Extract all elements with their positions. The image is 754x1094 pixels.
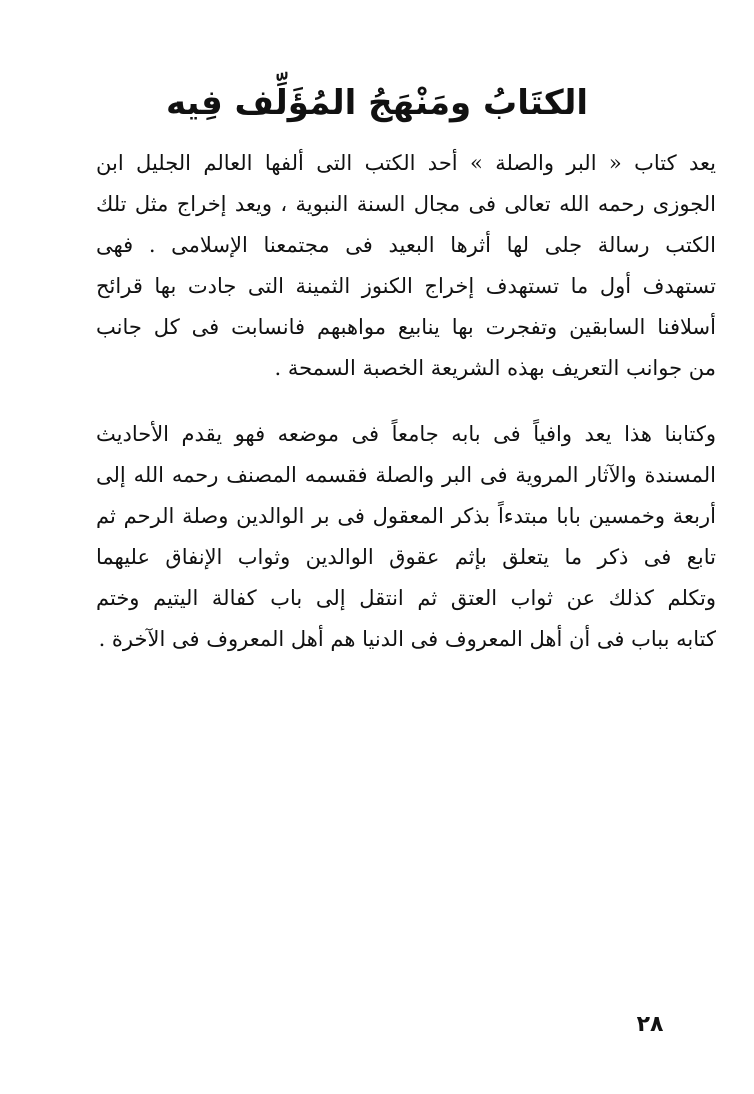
text-line: الجوزى رحمه الله تعالى فى مجال السنة النبوية ، ويعد إخراج مثل تلك [96,192,716,216]
text-line: تابع فى ذكر ما يتعلق بإثم عقوق الوالدين وثواب الإنفاق عليهما [96,545,716,569]
text-line: من جوانب التعريف بهذه الشريعة الخصبة السمحة . [274,356,716,380]
page-number: ٢٨ [636,1012,664,1037]
text-line: المسندة والآثار المروية فى البر والصلة فقسمه المصنف رحمه الله إلى [96,463,716,487]
paragraph-gap [96,389,716,414]
chapter-title: الكتَابُ ومَنْهَجُ المُؤَلِّف فِيه [165,83,589,123]
text-line: يعد كتاب « البر والصلة » أحد الكتب التى ألفها العالم الجليل ابن [96,151,716,175]
text-line: وكتابنا هذا يعد وافياً فى بابه جامعاً فى موضعه فهو يقدم الأحاديث [96,422,716,446]
paragraph-1 [96,143,716,389]
text-line: أسلافنا السابقين وتفجرت بها ينابيع مواهبهم فانسابت فى كل جانب [96,315,716,339]
paragraph-2 [96,414,716,660]
text-line: الكتب رسالة جلى لها أثرها البعيد فى مجتمعنا الإسلامى . فهى [96,233,716,257]
text-line: كتابه بباب فى أن أهل المعروف فى الدنيا هم أهل المعروف فى الآخرة . [98,627,716,651]
text-line: وتكلم كذلك عن ثواب العتق ثم انتقل إلى باب كفالة اليتيم وختم [96,586,716,610]
body-text [96,143,716,660]
text-line: أربعة وخمسين بابا مبتدءاً بذكر المعقول فى بر الوالدين وصلة الرحم ثم [96,504,716,528]
text-line: تستهدف أول ما تستهدف إخراج الكنوز الثمينة التى جادت بها قرائح [96,274,716,298]
